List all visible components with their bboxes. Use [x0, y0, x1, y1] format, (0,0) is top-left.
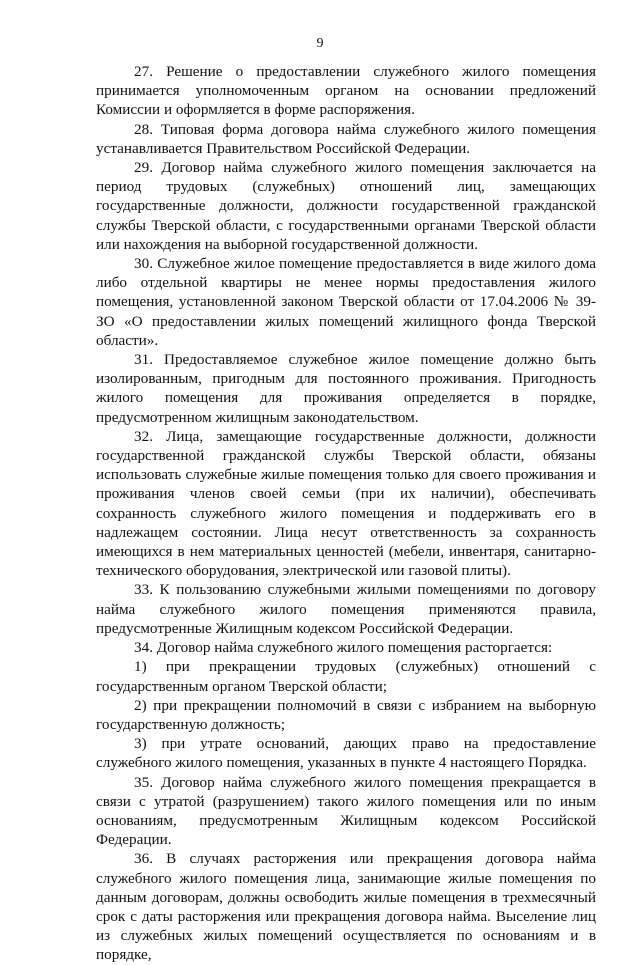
paragraph-34: 34. Договор найма служебного жилого помещения расторгается: [134, 639, 553, 657]
document-body [96, 62, 596, 965]
paragraph-32: 32. Лица, замещающие государственные должности, должности государственной гражданской службы Тверской области, обязаны использовать служебные жилые помещения только для своего проживания и проживания членов своей семьи (при их наличии), обеспечивать сохранность служебного жилого помещения и поддерживать его в надлежащем состоянии. Лица несут ответственность за сохранность имеющихся в нем материальных ценностей (мебели, инвентаря, санитарно-технического оборудования, электрической или газовой плиты). [96, 427, 596, 580]
paragraph-31: 31. Предоставляемое служебное жилое помещение должно быть изолированным, пригодным для постоянного проживания. Пригодность жилого помещения для проживания определяется в порядке, предусмотренном жилищным законодательством. [96, 351, 596, 426]
list-item-1: 1) при прекращении трудовых (служебных) отношений с государственным органом Тверской области; [96, 658, 596, 695]
paragraph-29: 29. Договор найма служебного жилого помещения заключается на период трудовых (служебных) отношений лиц, замещающих государственные должности, должности государственной гражданской службы Тверской области, с государственными органами Тверской области или нахождения на выборной государственной должности. [96, 159, 596, 253]
list-item-3: 3) при утрате оснований, дающих право на предоставление служебного жилого помещения, указанных в пункте 4 настоящего Порядка. [96, 735, 596, 772]
paragraph-35: 35. Договор найма служебного жилого помещения прекращается в связи с утратой (разрушением) такого жилого помещения или по иным основаниям, предусмотренным Жилищным кодексом Российской Федерации. [96, 773, 596, 849]
paragraph-27: 27. Решение о предоставлении служебного жилого помещения принимается уполномоченным органом на основании предложений Комиссии и оформляется в форме распоряжения. [96, 63, 596, 119]
page-number: 9 [316, 36, 324, 51]
paragraph-28: 28. Типовая форма договора найма служебного жилого помещения устанавливается Правительством Российской Федерации. [96, 120, 596, 157]
paragraph-33: 33. К пользованию служебными жилыми помещениями по договору найма служебного жилого помещения применяются правила, предусмотренные Жилищным кодексом Российской Федерации. [96, 581, 596, 637]
list-item-2: 2) при прекращении полномочий в связи с избранием на выборную государственную должность; [96, 696, 596, 733]
paragraph-36: 36. В случаях расторжения или прекращения договора найма служебного жилого помещения лица, занимающие жилые помещения по данным договорам, должны освободить жилые помещения в трехмесячный срок с даты расторжения или прекращения договора найма. Выселение лиц из служебных жилых помещений осуществляется по основаниям и в порядке, [96, 850, 596, 964]
paragraph-30: 30. Служебное жилое помещение предоставляется в виде жилого дома либо отдельной квартиры не менее нормы предоставления жилого помещения, установленной законом Тверской области от 17.04.2006 № 39-ЗО «О предоставлении жилых помещений жилищного фонда Тверской области». [96, 255, 596, 349]
